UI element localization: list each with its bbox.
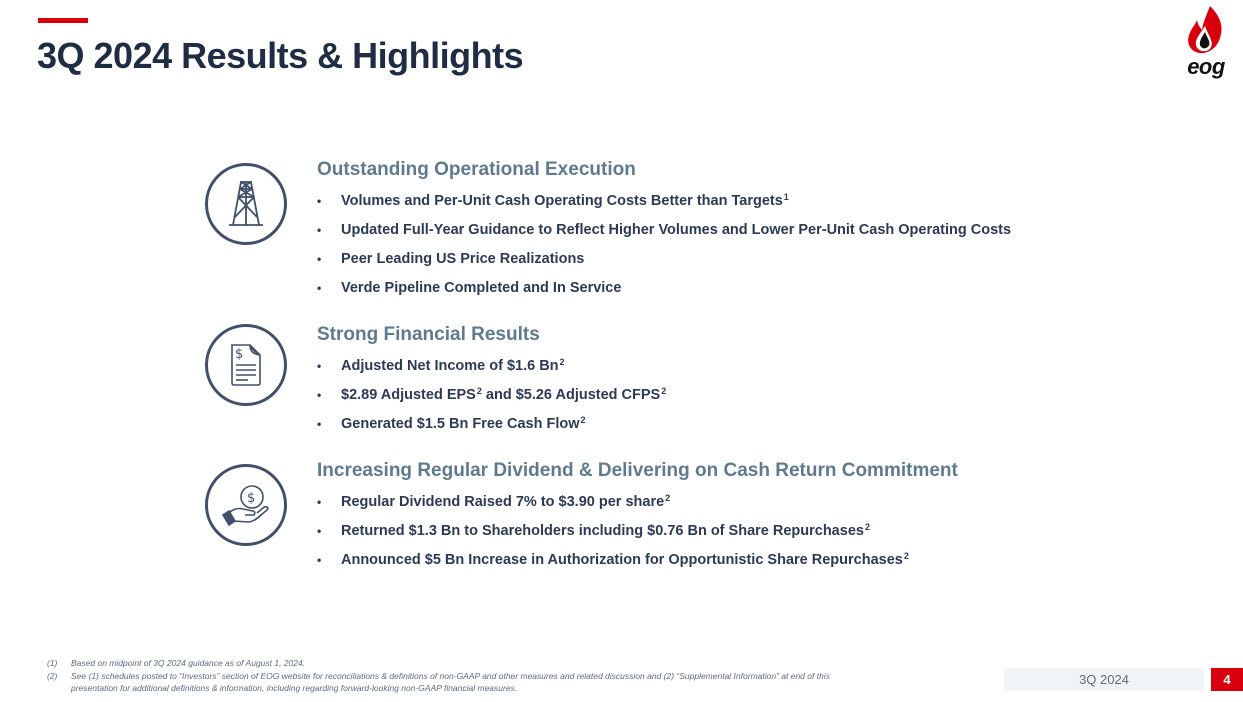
bullet-icon: • — [317, 281, 322, 295]
list-item: • Announced $5 Bn Increase in Authorization for Opportunistic Share Repurchases$^2$ — [317, 546, 909, 575]
footer-period-label: 3Q 2024 — [1004, 668, 1204, 691]
footnote-ref: 2 — [559, 357, 565, 367]
page-number: 4 — [1211, 668, 1243, 691]
bullet-icon: • — [317, 223, 322, 237]
icon-circle — [205, 163, 287, 245]
list-item: • Verde Pipeline Completed and In Service — [317, 274, 1011, 303]
footnote-2: (2) See (1) schedules posted to “Investors” section of EOG website for reconciliations & definitions of non-GAAP and other measures and related discussion and (2) “Supplemental Information” at end of this presentation for additional definitions & information, including regarding forward-looking non-GAAP financial measures. — [47, 670, 830, 693]
list-item: • Peer Leading US Price Realizations — [317, 245, 1011, 274]
bullet-icon: • — [317, 388, 322, 402]
bullet-icon: • — [317, 194, 322, 208]
page-title: 3Q 2024 Results & Highlights — [37, 35, 524, 76]
svg-text:$: $ — [235, 347, 244, 362]
bullet-icon: • — [317, 524, 322, 538]
icon-circle — [205, 324, 287, 406]
footnote-ref: 2 — [864, 522, 870, 532]
footnote-ref: 2 — [661, 386, 667, 396]
footnote-ref: 2 — [580, 415, 586, 425]
list-item: • Updated Full-Year Guidance to Reflect Higher Volumes and Lower Per-Unit Cash Operating Costs — [317, 216, 1011, 245]
list-item: • Adjusted Net Income of $1.6 Bn$^2$ — [317, 352, 666, 381]
list-item: • Volumes and Per-Unit Cash Operating Costs Better than Targets$^1$ — [317, 187, 1011, 216]
section-heading: Outstanding Operational Execution — [317, 159, 636, 180]
footnotes — [47, 657, 861, 695]
bullet-list — [317, 488, 909, 575]
eog-logo — [1180, 4, 1232, 80]
hand-coin-icon — [219, 483, 273, 527]
list-item: • Generated $1.5 Bn Free Cash Flow$^2$ — [317, 410, 666, 439]
logo-text: eog — [1187, 54, 1225, 79]
bullet-list — [317, 352, 666, 439]
icon-circle — [205, 464, 287, 546]
bullet-icon: • — [317, 417, 322, 431]
section-heading: Strong Financial Results — [317, 324, 540, 345]
flame-icon — [1180, 4, 1232, 58]
list-item: • $2.89 Adjusted EPS$^2$ and $5.26 Adjusted CFPS$^2$ — [317, 381, 666, 410]
bullet-icon: • — [317, 553, 322, 567]
svg-text:$: $ — [247, 491, 256, 506]
bullet-list — [317, 187, 1011, 303]
footnote-ref: 2 — [903, 551, 909, 561]
footnote-ref: 1 — [783, 192, 789, 202]
footnote-ref: 2 — [665, 493, 671, 503]
title-accent-bar — [38, 18, 88, 23]
financial-document-icon — [226, 341, 266, 389]
drilling-rig-icon — [226, 179, 266, 229]
list-item: • Returned $1.3 Bn to Shareholders including $0.76 Bn of Share Repurchases$^2$ — [317, 517, 909, 546]
footnote-1: (1) Based on midpoint of 3Q 2024 guidance as of August 1, 2024. — [47, 658, 306, 668]
list-item: • Regular Dividend Raised 7% to $3.90 per share$^2$ — [317, 488, 909, 517]
bullet-icon: • — [317, 359, 322, 373]
bullet-icon: • — [317, 495, 322, 509]
bullet-icon: • — [317, 252, 322, 266]
section-heading: Increasing Regular Dividend & Delivering on Cash Return Commitment — [317, 460, 958, 481]
footnote-ref: 2 — [476, 386, 482, 396]
